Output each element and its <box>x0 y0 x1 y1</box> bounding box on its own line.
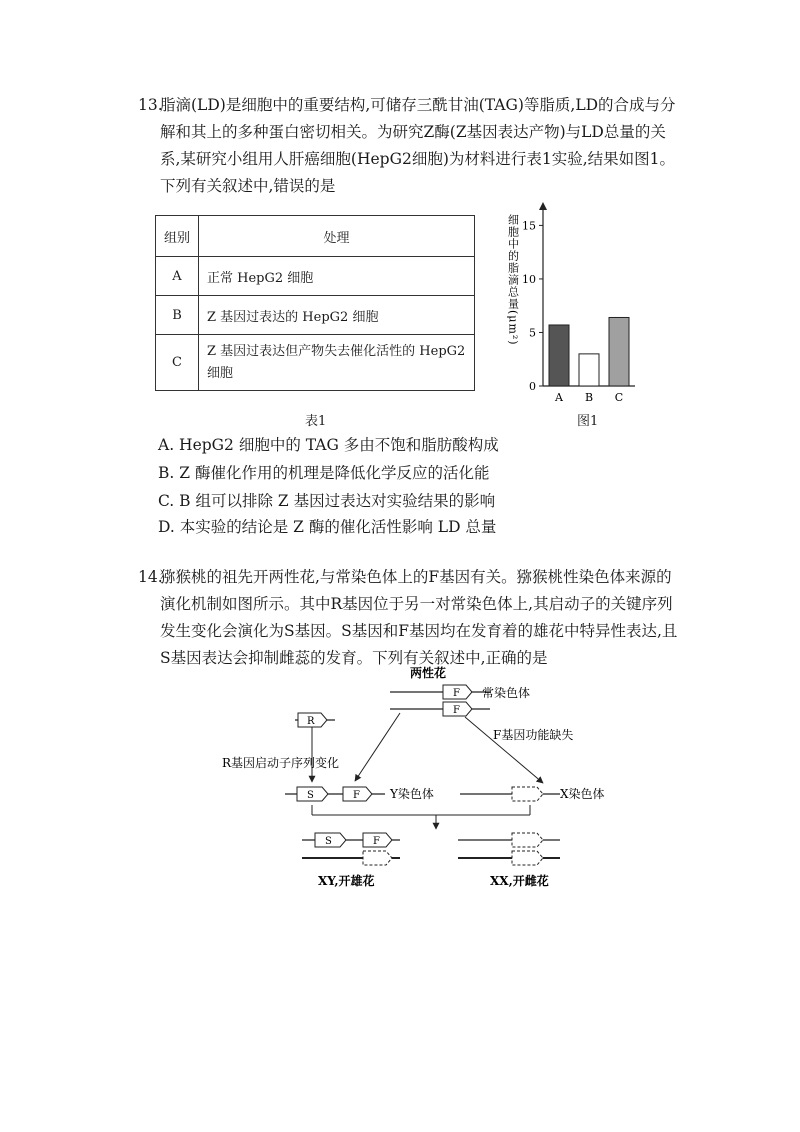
svg-text:F: F <box>353 790 360 801</box>
option-a: A. HepG2 细胞中的 TAG 多由不饱和脂肪酸构成 <box>158 436 499 454</box>
question-number: 14. <box>138 568 163 586</box>
gene-f-lost-box <box>512 833 543 847</box>
table-header: 处理 <box>199 216 475 257</box>
bar-chart <box>495 200 645 410</box>
svg-text:S: S <box>325 836 332 847</box>
label-promoter: R基因启动子序列变化 <box>222 756 340 770</box>
table-row <box>156 257 475 296</box>
option-d: D. 本实验的结论是 Z 酶的催化活性影响 LD 总量 <box>158 518 497 536</box>
bar-a <box>549 325 569 386</box>
option-c: C. B 组可以排除 Z 基因过表达对实验结果的影响 <box>158 492 496 510</box>
gene-f-box <box>443 685 472 699</box>
svg-text:F: F <box>453 688 460 699</box>
figure-caption: 图1 <box>577 414 599 429</box>
table-caption: 表1 <box>305 414 327 429</box>
gene-r-box <box>298 713 327 727</box>
x-tick-label: A <box>555 391 563 404</box>
svg-text:F: F <box>453 705 460 716</box>
question-number: 13. <box>138 96 163 114</box>
label-bisexual: 两性花 <box>410 666 447 680</box>
table-cell-group: A <box>156 257 199 296</box>
table-row <box>156 335 475 391</box>
question-stem: 脂滴(LD)是细胞中的重要结构,可储存三酰甘油(TAG)等脂质,LD的合成与分解和其上的多种蛋白密切相关。为研究Z酶(Z基因表达产物)与LD总量的关系,某研究小组用人肝癌细胞(HepG2细胞)为材料进行表1实验,结果如图1。下列有关叙述中,错误的是 <box>160 96 676 195</box>
table-header: 组别 <box>156 216 199 257</box>
y-tick-label: 10 <box>522 272 536 286</box>
table-header-row <box>156 216 475 257</box>
table-cell-group: B <box>156 296 199 335</box>
experiment-table <box>155 215 475 391</box>
gene-f-lost-box <box>512 787 543 801</box>
gene-s-box <box>297 787 328 801</box>
table-cell-treatment: Z 基因过表达的 HepG2 细胞 <box>199 296 475 335</box>
gene-f-box <box>343 787 372 801</box>
gene-f-box <box>443 702 472 716</box>
table-cell-treatment: Z 基因过表达但产物失去催化活性的 HepG2 细胞 <box>199 335 475 391</box>
y-tick-label: 0 <box>529 380 536 393</box>
question-14 <box>138 564 680 672</box>
arrow-to-x <box>465 717 543 783</box>
table-row <box>156 296 475 335</box>
arrow-to-y <box>355 713 400 781</box>
question-stem: 猕猴桃的祖先开两性花,与常染色体上的F基因有关。猕猴桃性染色体来源的演化机制如图所示。其中R基因位于另一对常染色体上,其启动子的关键序列发生变化会演化为S基因。S基因和F基因均在发育着的雄花中特异性表达,且S基因表达会抑制雌蕊的发育。下列有关叙述中,正确的是 <box>160 568 678 667</box>
x-tick-label: B <box>584 391 594 404</box>
bar-c <box>609 317 629 386</box>
question-13 <box>138 92 680 200</box>
y-tick-label: 15 <box>522 219 536 233</box>
evolution-diagram <box>200 665 630 895</box>
label-xx: XX,开雌花 <box>490 874 549 888</box>
x-tick-label: C <box>614 391 624 404</box>
y-axis-label: 细胞中的脂滴总量(μm²) <box>506 214 520 346</box>
label-y-chromosome: Y染色体 <box>390 787 434 801</box>
label-xy: XY,开雄花 <box>318 874 375 888</box>
y-axis-arrow <box>539 202 547 210</box>
bar-b <box>579 354 599 386</box>
table-cell-treatment: 正常 HepG2 细胞 <box>199 257 475 296</box>
gene-f-box <box>363 833 392 847</box>
table-cell-group: C <box>156 335 199 391</box>
label-autosome: 常染色体 <box>482 686 531 700</box>
svg-text:F: F <box>373 836 380 847</box>
svg-text:R: R <box>307 716 315 727</box>
svg-text:S: S <box>307 790 314 801</box>
gene-s-box <box>315 833 346 847</box>
option-b: B. Z 酶催化作用的机理是降低化学反应的活化能 <box>158 464 490 482</box>
label-x-chromosome: X染色体 <box>560 787 605 801</box>
label-f-loss: F基因功能缺失 <box>493 728 574 742</box>
gene-f-lost-box <box>512 851 543 865</box>
gene-f-lost-box <box>363 851 392 865</box>
y-tick-label: 5 <box>529 326 536 340</box>
